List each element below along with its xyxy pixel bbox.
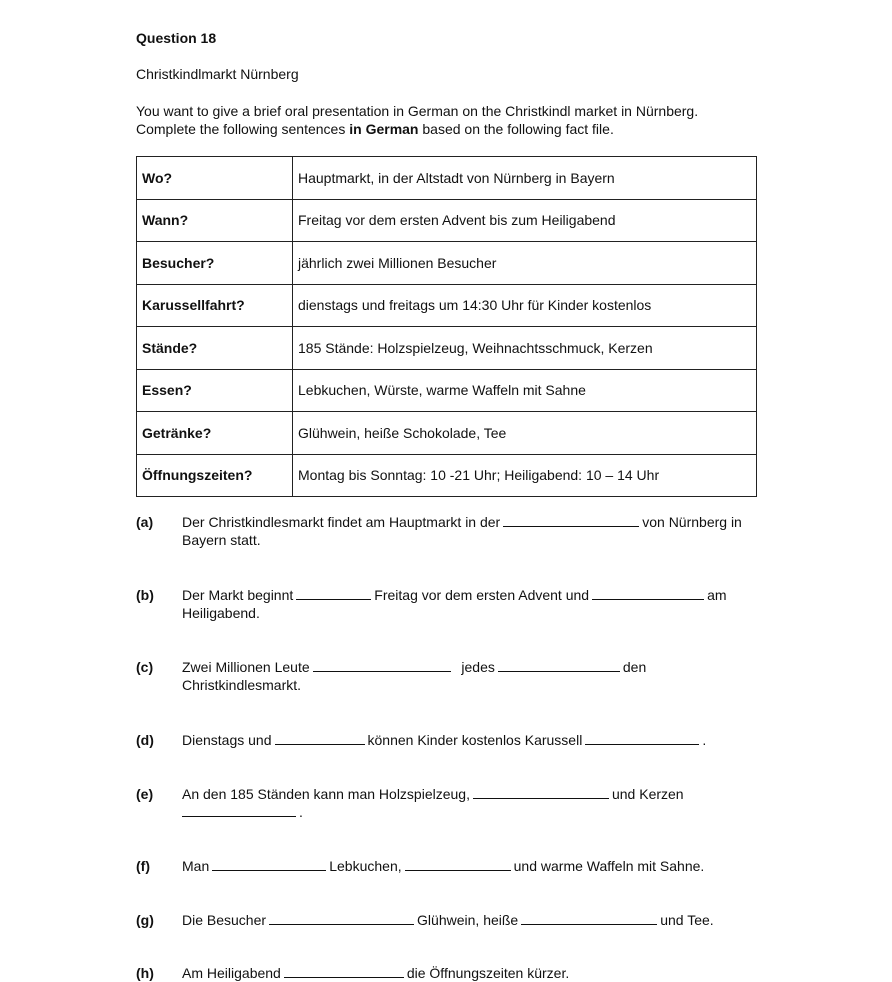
item-text-part: Die Besucher (182, 912, 267, 928)
item-text-part: und Kerzen (611, 786, 684, 802)
fact-value: jährlich zwei Millionen Besucher (293, 242, 757, 285)
item-text-part: Man (182, 858, 210, 874)
item-label: (f) (136, 858, 150, 874)
question-title: Question 18 (136, 30, 217, 46)
instructions-post: based on the following fact file. (418, 121, 614, 137)
answer-blank[interactable] (585, 731, 699, 745)
item-text (182, 911, 772, 929)
table-row (137, 327, 757, 370)
item-label: (e) (136, 786, 154, 802)
answer-blank[interactable] (212, 857, 326, 871)
item-text-part: Freitag vor dem ersten Advent und (374, 587, 590, 603)
item-text-part: von Nürnberg in (642, 514, 742, 530)
item-text-part: jedes (461, 659, 495, 675)
fact-value: Montag bis Sonntag: 10 -21 Uhr; Heiligabend: 10 – 14 Uhr (293, 454, 757, 497)
fact-key: Besucher? (137, 242, 293, 285)
table-row (137, 412, 757, 455)
answer-blank[interactable] (182, 803, 296, 817)
item-text-part: Heiligabend. (182, 605, 260, 621)
item-label: (a) (136, 514, 154, 530)
item-text-part: Zwei Millionen Leute (182, 659, 310, 675)
item-text (182, 964, 772, 982)
fact-value: Lebkuchen, Würste, warme Waffeln mit Sahne (293, 369, 757, 412)
item-label: (b) (136, 587, 154, 603)
item-text-part: Bayern statt. (182, 532, 261, 548)
instructions-bold: in German (349, 121, 419, 137)
fact-key: Getränke? (137, 412, 293, 455)
answer-blank[interactable] (503, 513, 639, 527)
item-text (182, 658, 772, 694)
item-text (182, 513, 772, 549)
item-text-part: . (702, 732, 707, 748)
instructions-pre: Complete the following sentences (136, 121, 350, 137)
fact-key: Essen? (137, 369, 293, 412)
fact-value: Freitag vor dem ersten Advent bis zum Heiligabend (293, 199, 757, 242)
question-subtitle: Christkindlmarkt Nürnberg (136, 66, 299, 82)
fact-key: Wo? (137, 157, 293, 200)
item-label: (g) (136, 912, 154, 928)
item-text-part: können Kinder kostenlos Karussell (367, 732, 583, 748)
item-text-part: . (299, 804, 303, 820)
answer-blank[interactable] (473, 785, 609, 799)
fact-key: Stände? (137, 327, 293, 370)
item-text-part: und warme Waffeln mit Sahne. (513, 858, 705, 874)
fact-key: Wann? (137, 199, 293, 242)
item-text-part: und Tee. (660, 912, 714, 928)
item-text-part: den (622, 659, 647, 675)
fact-value: Glühwein, heiße Schokolade, Tee (293, 412, 757, 455)
fact-value: Hauptmarkt, in der Altstadt von Nürnberg in Bayern (293, 157, 757, 200)
item-label: (d) (136, 732, 154, 748)
answer-blank[interactable] (592, 586, 704, 600)
item-label: (c) (136, 659, 154, 675)
answer-blank[interactable] (284, 964, 404, 978)
item-text (182, 586, 772, 622)
table-row (137, 284, 757, 327)
answer-blank[interactable] (405, 857, 511, 871)
answer-blank[interactable] (521, 911, 657, 925)
item-text (182, 785, 772, 821)
item-text-part: Der Markt beginnt (182, 587, 294, 603)
item-text-part: Glühwein, heiße (417, 912, 519, 928)
item-text (182, 857, 772, 875)
fact-value: 185 Stände: Holzspielzeug, Weihnachtsschmuck, Kerzen (293, 327, 757, 370)
item-text-part: Der Christkindlesmarkt findet am Hauptmarkt in der (182, 514, 501, 530)
item-text-part: Dienstags und (182, 732, 272, 748)
instructions-line-1: You want to give a brief oral presentation in German on the Christkindl market in Nürnberg. (136, 103, 699, 119)
item-text-part: Christkindlesmarkt. (182, 677, 302, 693)
fact-key: Karussellfahrt? (137, 284, 293, 327)
table-row (137, 369, 757, 412)
item-label: (h) (136, 965, 154, 981)
instructions-line-2 (136, 120, 776, 138)
item-text-part: Lebkuchen, (329, 858, 402, 874)
item-text (182, 731, 772, 749)
table-row (137, 199, 757, 242)
answer-blank[interactable] (296, 586, 371, 600)
table-row (137, 157, 757, 200)
answer-blank[interactable] (313, 658, 451, 672)
answer-blank[interactable] (275, 731, 365, 745)
item-text-part: An den 185 Ständen kann man Holzspielzeug, (182, 786, 470, 802)
answer-blank[interactable] (269, 911, 414, 925)
instructions (136, 102, 776, 138)
item-text-part: Am Heiligabend (182, 965, 281, 981)
fact-value: dienstags und freitags um 14:30 Uhr für Kinder kostenlos (293, 284, 757, 327)
table-row (137, 454, 757, 497)
fact-file-table (136, 156, 757, 497)
fact-key: Öffnungszeiten? (137, 454, 293, 497)
answer-blank[interactable] (498, 658, 620, 672)
item-text-part: die Öffnungszeiten kürzer. (406, 965, 570, 981)
item-text-part: am (707, 587, 727, 603)
table-row (137, 242, 757, 285)
